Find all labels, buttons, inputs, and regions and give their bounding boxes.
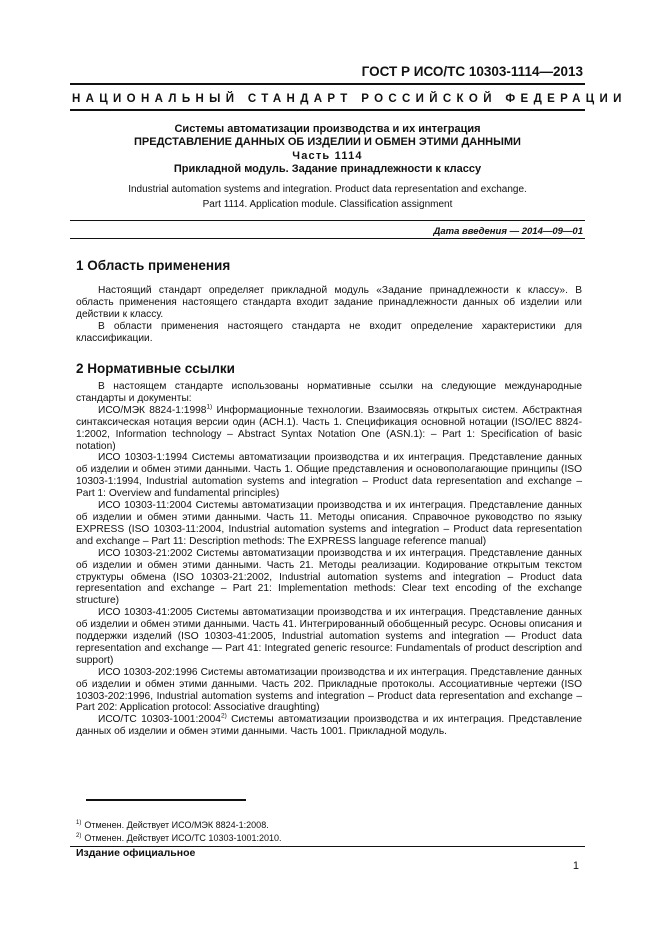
section-1-para-1: Настоящий стандарт определяет прикладной модуль «Задание принадлежности к классу». В область применения настоящего стандарта входит задание принадлежности данных об изделии или действии к классу.: [76, 285, 582, 320]
page-number: 1: [572, 860, 579, 872]
footnotes: [76, 819, 282, 845]
date-rule: [70, 238, 585, 239]
ref-7-text: Системы автоматизации производства и их интеграция. Представление данных об изделии и обмен этими данными. Часть 1001. Прикладной модуль.: [76, 714, 582, 738]
english-title-line-2: Part 1114. Application module. Classification assignment: [202, 198, 453, 210]
section-2-intro: В настоящем стандарте использованы нормативные ссылки на следующие международные стандарты и документы:: [76, 381, 582, 404]
ref-7-code: ИСО/ТС 10303-1001:2004: [98, 714, 221, 726]
footnote-2-mark: 2): [76, 833, 82, 839]
footnote-1-text: Отменен. Действует ИСО/МЭК 8824-1:2008.: [84, 820, 269, 830]
title-part: Часть 1114: [292, 149, 363, 162]
reference-2: ИСО 10303-1:1994 Системы автоматизации производства и их интеграция. Представление данных об изделии и обмен этими данными. Часть 1. Общие представления и основополагающие принципы (ISO 10303-1:1994, Industrial automation systems and integration – Product data representation and exchange – Part 1: Overview and fundamental principles): [76, 452, 582, 500]
reference-7: [76, 714, 582, 738]
reference-4: ИСО 10303-21:2002 Системы автоматизации производства и их интеграция. Представление данных об изделии и обмен этими данными. Часть 21. Методы реализации. Кодирование открытым текстом структуры обмена (ISO 10303-21:2002, Industrial automation systems and integration – Product data representation and exchange – Part 21: Implementation methods: Clear text encoding of the exchange structure): [76, 547, 582, 607]
reference-6: ИСО 10303-202:1996 Системы автоматизации производства и их интеграция. Представление данных об изделии и обмен этими данными. Часть 202. Прикладные протоколы. Ассоциативные чертежи (ISO 10303-202:1996, Industrial automation systems and integration – Product data representation and exchange – Part 202: Application protocol: Associative draughting): [76, 666, 582, 714]
ref-1-code: ИСО/МЭК 8824-1:1998: [98, 404, 207, 416]
footnote-ref-1: 1): [206, 403, 213, 411]
national-standard-caption: НАЦИОНАЛЬНЫЙ СТАНДАРТ РОССИЙСКОЙ ФЕДЕРАЦИИ: [72, 93, 627, 105]
footnote-ref-2: 2): [220, 712, 227, 720]
ref-1-text: Информационные технологии. Взаимосвязь открытых систем. Абстрактная синтаксическая нотация версии один (АСН.1). Часть 1. Спецификация основной нотации (ISO/IEC 8824-1:2002, Information technology – Abstract Syntax Notation One (ASN.1): – Part 1: Specification of basic notation): [76, 404, 582, 452]
official-edition-label: Издание официальное: [76, 847, 196, 859]
footnote-1: [76, 819, 282, 832]
reference-3: ИСО 10303-11:2004 Системы автоматизации производства и их интеграция. Представление данных об изделии и обмен этими данными. Часть 11. Методы описания. Справочное руководство по языку EXPRESS (ISO 10303-11:2004, Industrial automation systems and integration – Product data representation and exchange – Part 11: Description methods: The EXPRESS language reference manual): [76, 500, 582, 547]
section-2-body: [76, 381, 582, 738]
title-line-4: Прикладной модуль. Задание принадлежности к классу: [173, 163, 482, 176]
english-title: [70, 183, 585, 212]
reference-5: ИСО 10303-41:2005 Системы автоматизации производства и их интеграция. Представление данных об изделии и обмен этими данными. Часть 41. Интегрированный обобщенный ресурс. Основы описания и поддержки изделий (ISO 10303-41:2005, Industrial automation systems and integration — Product data representation and exchange — Part 41: Integrated generic resource: Fundamentals of product description and support): [76, 607, 582, 666]
footnote-2-text: Отменен. Действует ИСО/ТС 10303-1001:2010.: [84, 833, 282, 843]
english-title-line-1: Industrial automation systems and integration. Product data representation and exchange.: [128, 184, 527, 195]
section-2-heading: 2 Нормативные ссылки: [76, 361, 235, 376]
footnote-1-mark: 1): [76, 820, 82, 826]
section-1-heading: 1 Область применения: [76, 258, 231, 273]
section-1-body: [76, 285, 582, 345]
footnote-2: [76, 832, 282, 845]
document-title: [70, 123, 585, 177]
title-line-1: Системы автоматизации производства и их интеграция: [174, 123, 481, 135]
section-1-para-2: В области применения настоящего стандарта не входит определение характеристики для классификации.: [76, 320, 582, 344]
header-rule-lower: [70, 109, 585, 111]
title-line-2: ПРЕДСТАВЛЕНИЕ ДАННЫХ ОБ ИЗДЕЛИИ И ОБМЕН ЭТИМИ ДАННЫМИ: [134, 136, 521, 149]
reference-1: [76, 405, 582, 453]
title-rule: [70, 220, 585, 221]
introduction-date: Дата введения — 2014—09—01: [433, 226, 583, 237]
standard-number: ГОСТ Р ИСО/ТС 10303-1114—2013: [361, 64, 583, 79]
footnote-separator: [86, 799, 246, 801]
header-rule: [70, 83, 585, 85]
